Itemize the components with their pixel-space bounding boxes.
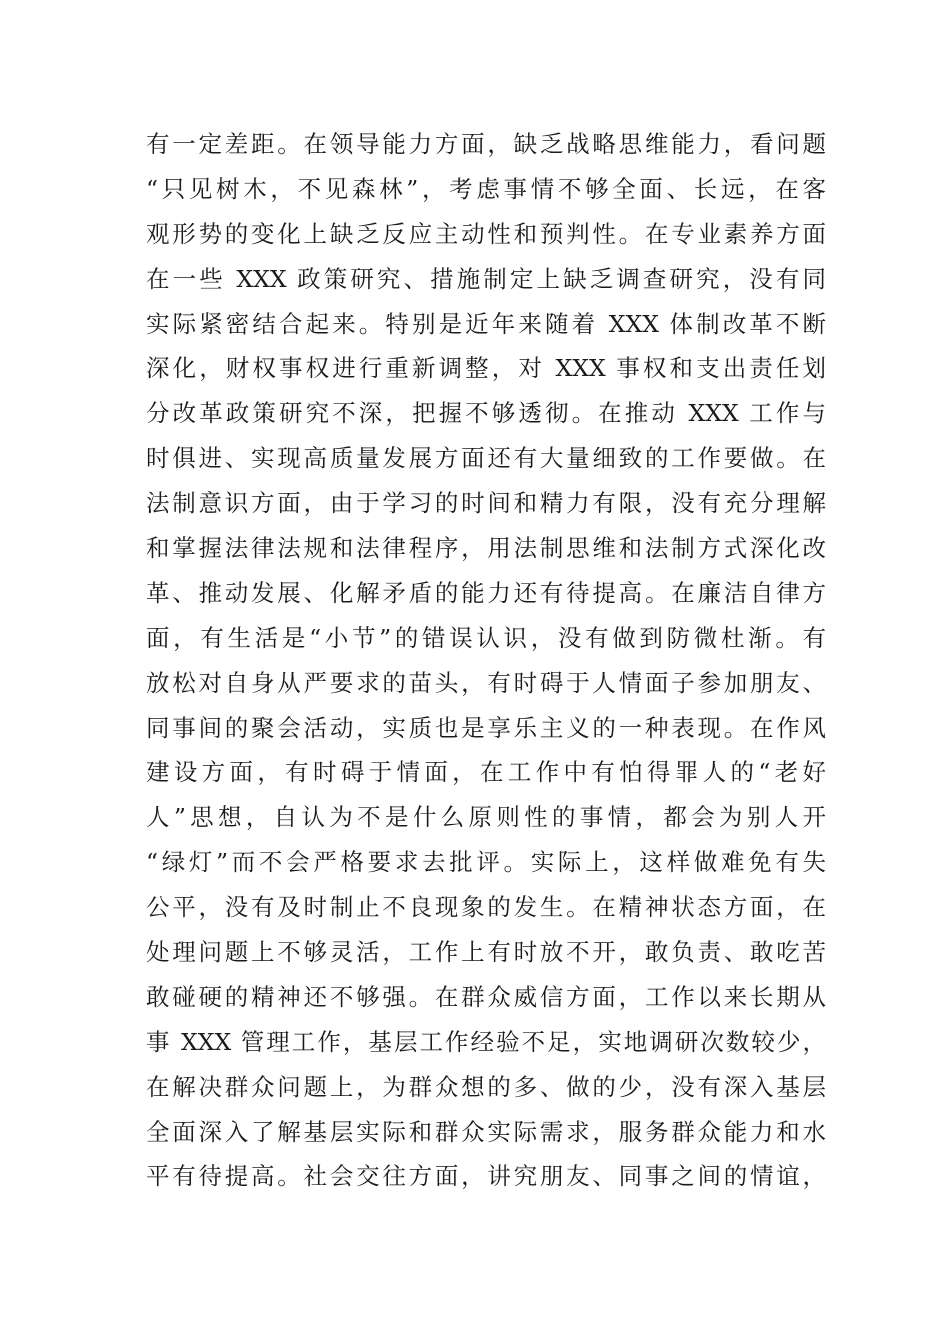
text-line: 平有待提高。社会交往方面，讲究朋友、同事之间的情谊， (146, 1162, 826, 1191)
text-line: 放松对自身从严要求的苗头，有时碍于人情面子参加朋友、 (146, 668, 826, 697)
text-line: 法制意识方面，由于学习的时间和精力有限，没有充分理解 (146, 489, 826, 518)
text-line: 在一些 XXX 政策研究、措施制定上缺乏调查研究，没有同 (146, 264, 826, 293)
text-line: “绿灯”而不会严格要求去批评。实际上，这样做难免有失 (146, 848, 826, 877)
text-line: 公平，没有及时制止不良现象的发生。在精神状态方面，在 (146, 893, 826, 922)
text-line: 同事间的聚会活动，实质也是享乐主义的一种表现。在作风 (146, 713, 826, 742)
text-line: 人”思想，自认为不是什么原则性的事情，都会为别人开 (146, 803, 826, 832)
text-line: 处理问题上不够灵活，工作上有时放不开，敢负责、敢吃苦 (146, 938, 826, 967)
text-line: 革、推动发展、化解矛盾的能力还有待提高。在廉洁自律方 (146, 578, 826, 607)
text-line: 面，有生活是“小节”的错误认识，没有做到防微杜渐。有 (146, 623, 826, 652)
text-line: 深化，财权事权进行重新调整，对 XXX 事权和支出责任划 (146, 354, 826, 383)
text-line: 观形势的变化上缺乏反应主动性和预判性。在专业素养方面 (146, 219, 826, 248)
body-text (146, 122, 826, 1199)
text-line: 和掌握法律法规和法律程序，用法制思维和法制方式深化改 (146, 534, 826, 563)
text-line: 敢碰硬的精神还不够强。在群众威信方面，工作以来长期从 (146, 982, 826, 1011)
text-line: “只见树木，不见森林”，考虑事情不够全面、长远，在客 (146, 174, 826, 203)
text-line: 在解决群众问题上，为群众想的多、做的少，没有深入基层 (146, 1072, 826, 1101)
text-line: 有一定差距。在领导能力方面，缺乏战略思维能力，看问题 (146, 130, 826, 158)
text-line: 时俱进、实现高质量发展方面还有大量细致的工作要做。在 (146, 444, 826, 473)
text-line: 建设方面，有时碍于情面，在工作中有怕得罪人的“老好 (146, 758, 826, 787)
text-line: 实际紧密结合起来。特别是近年来随着 XXX 体制改革不断 (146, 309, 826, 338)
text-line: 事 XXX 管理工作，基层工作经验不足，实地调研次数较少， (146, 1027, 826, 1056)
text-line: 全面深入了解基层实际和群众实际需求，服务群众能力和水 (146, 1117, 826, 1146)
text-line: 分改革政策研究不深，把握不够透彻。在推动 XXX 工作与 (146, 399, 826, 428)
